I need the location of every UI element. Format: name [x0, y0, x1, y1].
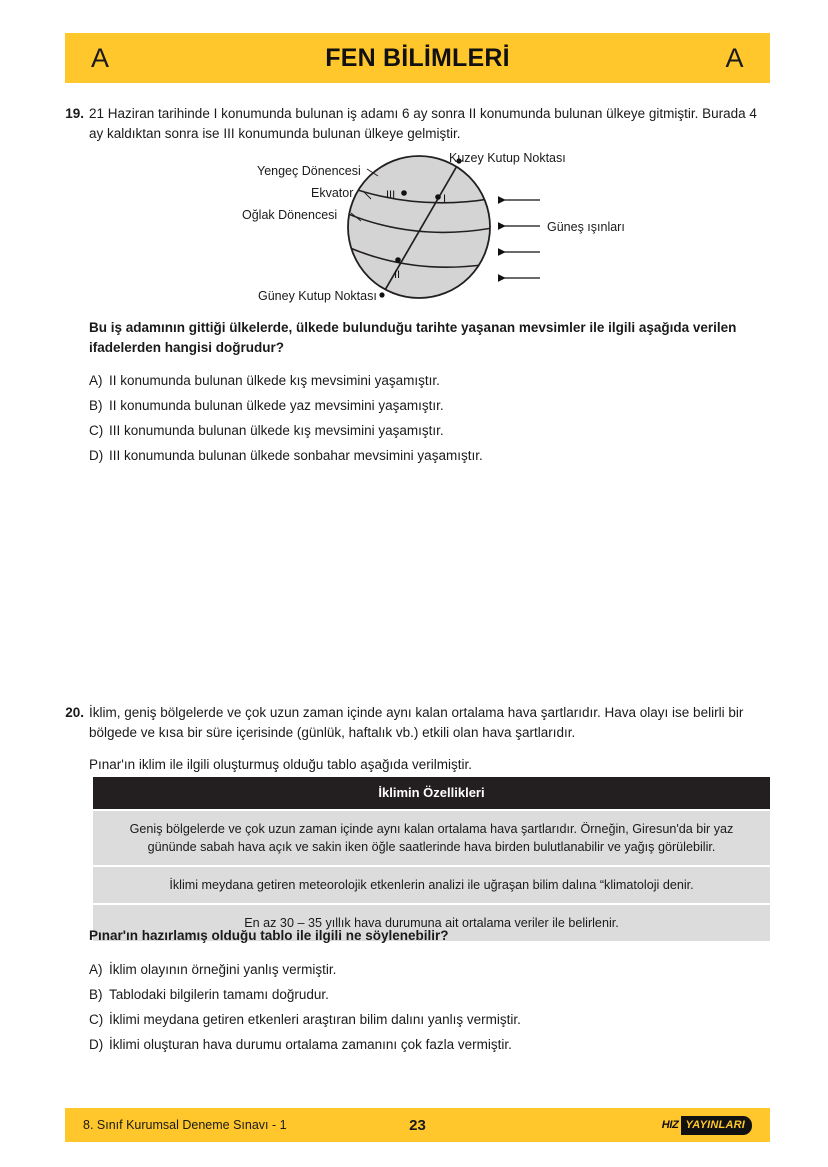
option-text: III konumunda bulunan ülkede sonbahar mevsimini yaşamıştır. — [109, 448, 483, 463]
tropic-of-capricorn-label: Oğlak Dönencesi — [242, 208, 338, 222]
page-footer-bar — [65, 1108, 770, 1142]
position-one-label: I — [443, 193, 447, 205]
table-header-cell: İklimin Özellikleri — [93, 777, 770, 809]
sun-rays-label: Güneş ışınları — [547, 220, 625, 234]
position-three-label: III — [386, 189, 396, 201]
publisher-logo-yayinlari: YAYINLARI — [681, 1116, 752, 1135]
question-19 — [58, 104, 773, 143]
earth-seasons-diagram — [195, 145, 655, 315]
question-20-number: 20. — [65, 705, 84, 720]
page-number: 23 — [409, 1116, 426, 1134]
question-20-ask: Pınar'ın hazırlamış olduğu tablo ile ilgili ne söylenebilir? — [89, 928, 449, 943]
question-20-body — [58, 926, 773, 1060]
question-20-option-a[interactable] — [89, 960, 773, 979]
option-text: İklim olayının örneğini yanlış vermiştir. — [109, 961, 337, 977]
publisher-logo — [659, 1116, 752, 1135]
sun-rays-group — [498, 200, 540, 278]
option-letter: A) — [89, 961, 103, 977]
question-19-option-b[interactable] — [89, 396, 773, 415]
option-letter: A) — [89, 373, 103, 388]
question-20-option-b[interactable] — [89, 985, 773, 1004]
table-cell-2: İklimi meydana getiren meteorolojik etkenlerin analizi ile uğraşan bilim dalına “klimatoloji denir. — [93, 865, 770, 903]
option-letter: D) — [89, 448, 104, 463]
table-header-row — [93, 777, 770, 809]
question-19-stem: 21 Haziran tarihinde I konumunda bulunan iş adamı 6 ay sonra II konumunda bulunan ülkeye gitmiştir. Burada 4 ay kaldıktan sonra ise III konumunda bulunan ülkeye gelmiştir. — [89, 106, 757, 141]
question-20 — [58, 703, 773, 775]
position-two-label: II — [394, 269, 401, 281]
option-letter: B) — [89, 398, 103, 413]
question-20-stem: İklim, geniş bölgelerde ve çok uzun zaman içinde aynı kalan ortalama hava şartlarıdır. Hava olayı ise belirli bir bölgede ve kısa bir süre içerisinde (günlük, haftalık vb.) etkili olan hava şartlarıdır. — [89, 705, 744, 740]
question-20-option-d[interactable] — [89, 1035, 773, 1054]
table-row — [93, 865, 770, 903]
climate-features-table — [93, 777, 770, 941]
question-19-body — [58, 318, 773, 471]
earth-sphere — [348, 156, 490, 298]
option-letter: B) — [89, 986, 103, 1002]
table-cell-1: Geniş bölgelerde ve çok uzun zaman içinde aynı kalan ortalama hava şartlarıdır. Örneğin, Giresun'da bir yaz gününde sabah hava açık ve sakin iken öğle saatlerinde hava birden bulutlanabilir ve yağış görülebilir. — [93, 809, 770, 865]
option-text: II konumunda bulunan ülkede kış mevsimini yaşamıştır. — [109, 373, 440, 388]
option-text: II konumunda bulunan ülkede yaz mevsimini yaşamıştır. — [109, 398, 444, 413]
question-19-option-d[interactable] — [89, 446, 773, 465]
exam-header-bar — [65, 33, 770, 83]
position-three-dot — [401, 190, 407, 196]
page-title: FEN BİLİMLERİ — [325, 43, 510, 72]
north-pole-label: Kuzey Kutup Noktası — [449, 151, 566, 165]
question-20-subtext: Pınar'ın iklim ile ilgili oluşturmuş olduğu tablo aşağıda verilmiştir. — [89, 757, 472, 772]
exam-name-label: 8. Sınıf Kurumsal Deneme Sınavı - 1 — [83, 1118, 287, 1132]
question-20-options — [89, 960, 773, 1054]
question-20-option-c[interactable] — [89, 1010, 773, 1029]
position-one-dot — [435, 194, 441, 200]
booklet-letter-right: A — [725, 42, 744, 73]
publisher-logo-hiz: HIZ — [659, 1117, 681, 1134]
option-letter: C) — [89, 423, 104, 438]
question-20-stem-row — [58, 703, 773, 742]
option-text: Tablodaki bilgilerin tamamı doğrudur. — [109, 986, 329, 1002]
question-19-stem-row — [58, 104, 773, 143]
south-pole-label: Güney Kutup Noktası — [258, 289, 377, 303]
equator-label: Ekvator — [311, 186, 354, 200]
booklet-letter-left: A — [91, 42, 110, 73]
option-text: III konumunda bulunan ülkede kış mevsimini yaşamıştır. — [109, 423, 444, 438]
option-text: İklimi oluşturan hava durumu ortalama zamanını çok fazla vermiştir. — [109, 1036, 512, 1052]
question-19-ask: Bu iş adamının gittiği ülkelerde, ülkede bulunduğu tarihte yaşanan mevsimler ile ilgili aşağıda verilen ifadelerden hangisi doğrudur? — [89, 320, 737, 355]
table-row — [93, 809, 770, 865]
question-19-number: 19. — [65, 106, 84, 121]
position-two-dot — [395, 257, 401, 263]
option-letter: D) — [89, 1036, 104, 1052]
question-19-option-a[interactable] — [89, 371, 773, 390]
question-19-options — [89, 371, 773, 465]
south-pole-point — [379, 292, 384, 297]
tropic-of-cancer-label: Yengeç Dönencesi — [257, 164, 361, 178]
option-letter: C) — [89, 1011, 104, 1027]
option-text: İklimi meydana getiren etkenleri araştıran bilim dalını yanlış vermiştir. — [109, 1011, 521, 1027]
question-19-option-c[interactable] — [89, 421, 773, 440]
table-cell-3: En az 30 – 35 yıllık hava durumuna ait ortalama veriler ile belirlenir. — [93, 903, 770, 941]
